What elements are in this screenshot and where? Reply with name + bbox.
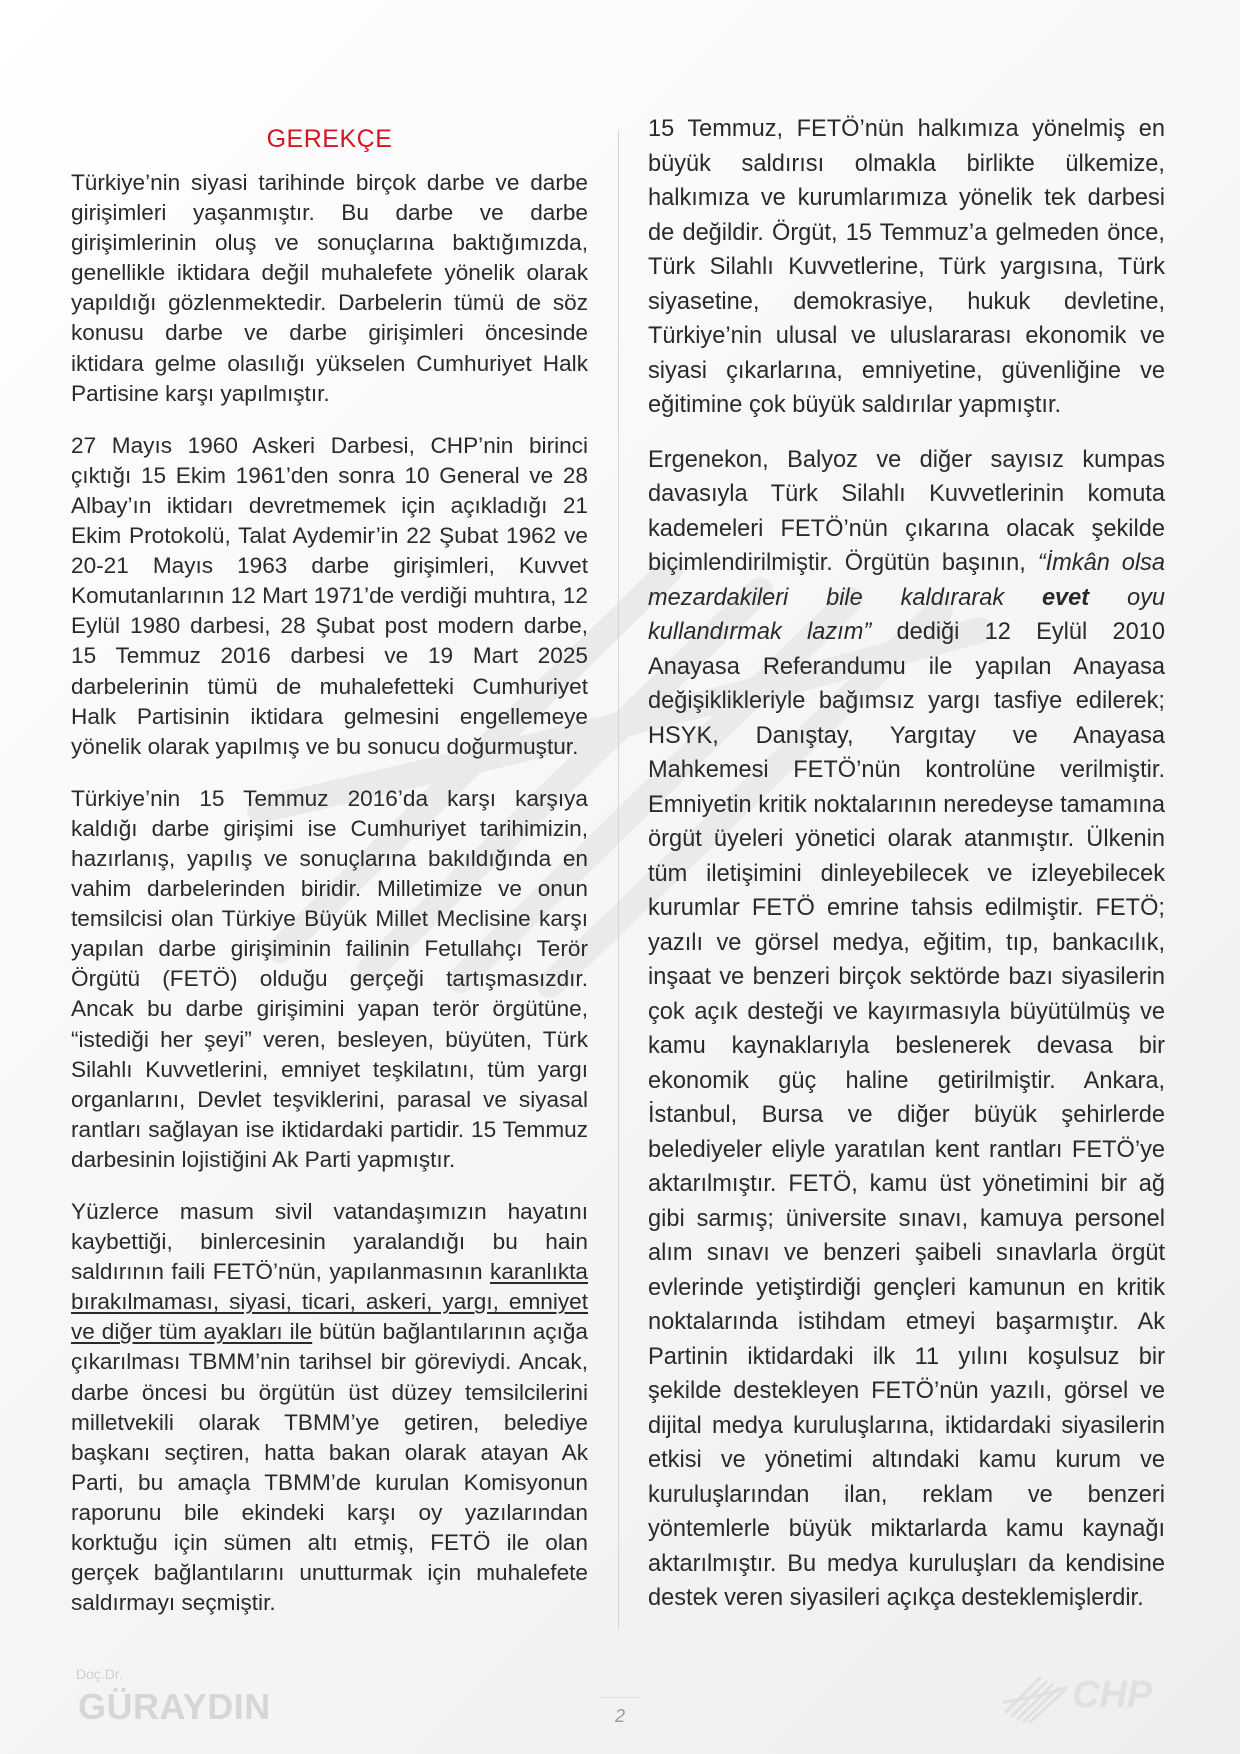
party-emblem-icon	[1000, 1668, 1070, 1728]
right-column	[648, 112, 1165, 1636]
page-number-rule	[600, 1697, 640, 1698]
left-column	[71, 122, 588, 1640]
signature-name: GÜRAYDIN	[78, 1686, 271, 1727]
text-span: Ergenekon, Balyoz ve diğer sayısız kumpas davasıyla Türk Silahlı Kuvvetlerinin komuta kademeleri FETÖ’nün çıkarına olacak şekilde biçimlendirilmiştir. Örgütün başının,	[648, 446, 1165, 576]
quote-text: oyu kullandırmak lazım”	[648, 584, 1165, 645]
logo-text: CHP	[1072, 1674, 1153, 1716]
text-span: Yüzlerce masum sivil vatandaşımızın hayatını kaybettiği, binlercesinin yaralandığı bu hain saldırının faili FETÖ’nün, yapılanmasının	[71, 1199, 588, 1285]
text-span: dediği 12 Eylül 2010 Anayasa Referandumu ile yapılan Anayasa değişiklikleriyle bağımsız yargı tasfiye edilerek; HSYK, Danıştay, Yargıtay ve Anayasa Mahkemesi FETÖ’nün kontrolüne verilmiştir. Emniyetin kritik noktalarının neredeyse tamamına örgüt üyeleri yönetici olarak atanmıştır. Ülkenin tüm iletişimini dinleyebilecek ve izleyebilecek kurumlar FETÖ emrine tahsis edilmiştir. FETÖ; yazılı ve görsel medya, eğitim, tıp, bankacılık, inşaat ve benzeri birçok sektörde bazı siyasilerin çok açık desteği ve kayırmasıyla büyütülmüş ve kamu kaynaklarıyla beslenerek devasa bir ekonomik güç haline getirilmiştir. Ankara, İstanbul, Bursa ve diğer büyük şehirlerde belediyeler eliyle yaratılan kent rantları FETÖ’ye aktarılmıştır. FETÖ, kamu üst yönetimini bir ağ gibi sarmış; üniversite sınavı, kamuya personel alım sınavı ve benzeri şaibeli sınavlarla örgüt evlerinde yetiştirdiği gençleri kamunun en kritik noktalarında istihdam etmeyi başarmıştır. Ak Partinin iktidardaki ilk 11 yılını koşulsuz bir şekilde destekleyen FETÖ’nün yazılı, görsel ve dijital medya kuruluşlarına, iktidardaki siyasilerin etkisi ve yönetimi altındaki kamu kurum ve kuruluşlarından ilan, reklam ve benzeri yöntemlerle büyük miktarlarda kamu kaynağı aktarılmıştır. Bu medya kuruluşları da kendisine destek veren siyasileri açıkça desteklemişlerdir.	[648, 619, 1165, 1611]
paragraph	[71, 1197, 588, 1618]
paragraph: Türkiye’nin siyasi tarihinde birçok darbe ve darbe girişimleri yaşanmıştır. Bu darbe ve darbe girişimlerinin oluş ve sonuçlarına baktığımızda, genellikle iktidara değil muhalefete yönelik olarak yapıldığı gözlenmektedir. Darbelerin tümü de söz konusu darbe ve darbe girişimleri öncesinde iktidara gelme olasılığı yükselen Cumhuriyet Halk Partisine karşı yapılmıştır.	[71, 170, 588, 406]
paragraph: 27 Mayıs 1960 Askeri Darbesi, CHP’nin birinci çıktığı 15 Ekim 1961’den sonra 10 General ve 28 Albay’ın iktidarı devretmemek için açıkladığı 21 Ekim Protokolü, Talat Aydemir’in 22 Şubat 1962 ve 20-21 Mayıs 1963 darbe girişimleri, Kuvvet Komutanlarının 12 Mart 1971’de verdiği muhtıra, 12 Eylül 1980 darbesi, 28 Şubat post modern darbe, 15 Temmuz 2016 darbesi ve 19 Mart 2025 darbelerinin tümü de muhalefetteki Cumhuriyet Halk Partisinin iktidara gelmesini engellemeye yönelik olarak yapılmış ve bu sonucu doğurmuştur.	[71, 432, 588, 759]
signature-logo	[74, 1656, 274, 1736]
quote-bold-text: evet	[1041, 584, 1090, 611]
paragraph: 15 Temmuz, FETÖ’nün halkımıza yönelmiş en büyük saldırısı olmakla birlikte ülkemize, halkımıza ve kurumlarımıza yönelik tek darbesi de değildir. Örgüt, 15 Temmuz’a gelmeden önce, Türk Silahlı Kuvvetlerine, Türk yargısına, Türk siyasetine, demokrasiye, hukuk devletine, Türkiye’nin ulusal ve uluslararası ekonomik ve siyasi çıkarlarına, emniyetine, güvenliğine ve eğitimine çok büyük saldırılar yapmıştır.	[648, 116, 1165, 418]
paragraph	[648, 443, 1165, 1616]
page-number: 2	[614, 1706, 625, 1726]
text-span: bütün bağlantılarının açığa çıkarılması TBMM’nin tarihsel bir göreviydi. Ancak, darbe öncesi bu örgütün üst düzey temsilcilerini milletvekili olarak TBMM’ye getiren, belediye başkanı seçtiren, hatta bakan olarak atayan Ak Parti, bu amaçla TBMM’de kurulan Komisyonun raporunu bile ekindeki karşı oy yazılarından korktuğu için sümen altı etmiş, FETÖ ile olan gerçek bağlantılarını unutturmak için muhalefete saldırmayı seçmiştir.	[71, 1319, 588, 1616]
column-divider	[618, 130, 619, 1630]
chp-logo	[1000, 1668, 1170, 1728]
quote-text: “İmkân olsa mezardakileri bile kaldırarak	[648, 550, 1165, 611]
paragraph: Türkiye’nin 15 Temmuz 2016’da karşı karşıya kaldığı darbe girişimi ise Cumhuriyet tarihimizin, hazırlanış, yapılış ve sonuçlarına bakıldığında en vahim darbelerinden biridir. Milletimize ve onun temsilcisi olan Türkiye Büyük Millet Meclisine karşı yapılan darbe girişiminin failinin Fetullahçı Terör Örgütü (FETÖ) olduğu gerçeği tartışmasızdır. Ancak bu darbe girişimini yapan terör örgütüne, “istediği her şeyi” veren, besleyen, büyüten, Türk Silahlı Kuvvetlerini, emniyet teşkilatını, tüm yargı organlarını, Devlet teşviklerini, parasal ve siyasal rantları sağlayan ise iktidardaki partidir. 15 Temmuz darbesinin lojistiğini Ak Parti yapmıştır.	[71, 785, 588, 1172]
section-title: GEREKÇE	[266, 125, 393, 153]
signature-title: Doç.Dr.	[76, 1666, 123, 1682]
underlined-text: karanlıkta bırakılmaması, siyasi, ticari, askeri, yargı, emniyet ve diğer tüm ayakları ile	[71, 1259, 588, 1345]
